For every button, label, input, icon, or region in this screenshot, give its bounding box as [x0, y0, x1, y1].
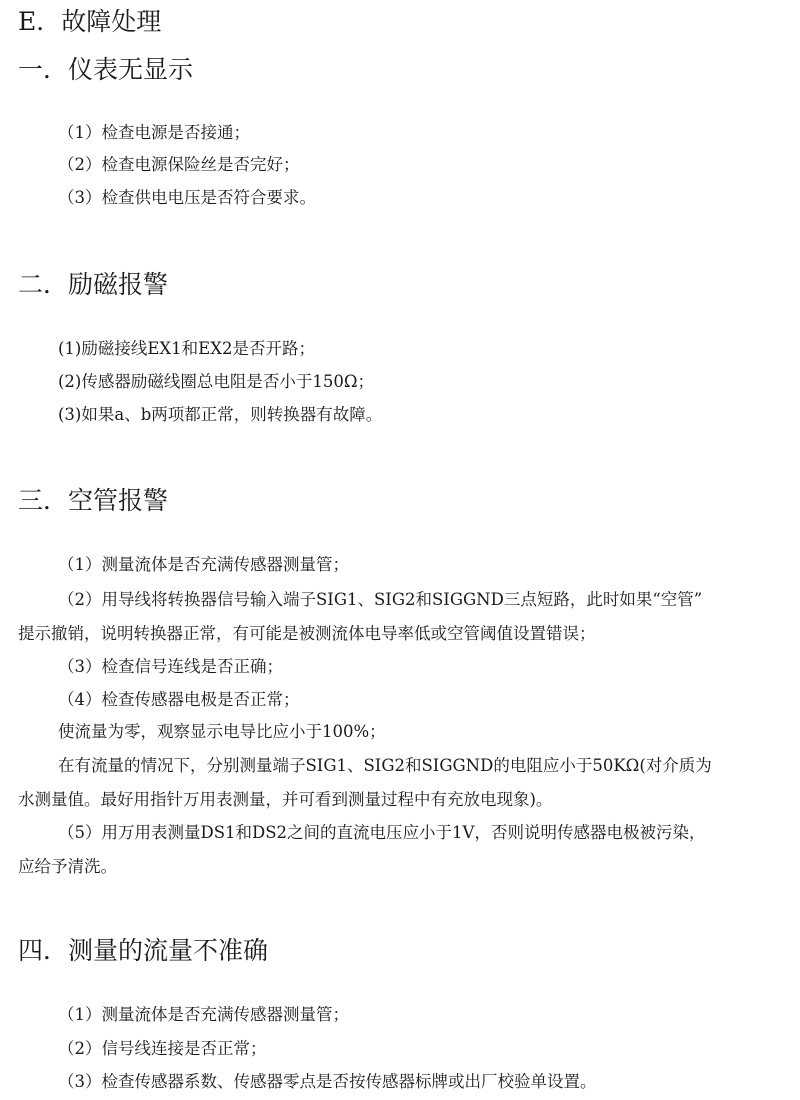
section-4-line-2: （2）信号线连接是否正常；	[58, 1039, 267, 1058]
section-1-line-1: （1）检查电源是否接通；	[58, 123, 250, 142]
section-2-line-2: (2)传感器励磁线圈总电阻是否小于150Ω；	[58, 372, 375, 391]
section-3-line-6: 使流量为零，观察显示电导比应小于100%；	[58, 722, 386, 741]
section-3-line-10: 应给予清洗。	[18, 857, 117, 876]
section-3-line-9: （5）用万用表测量DS1和DS2之间的直流电压应小于1V，否则说明传感器电极被污染，	[58, 823, 706, 842]
section-heading-4: 四．测量的流量不准确	[18, 936, 269, 965]
section-3-line-8: 水测量值。最好用指针万用表测量，并可看到测量过程中有充放电现象)。	[18, 790, 553, 809]
section-heading-3: 三．空管报警	[18, 486, 169, 515]
section-3-line-4: （3）检查信号连线是否正确；	[58, 657, 283, 676]
section-4-line-1: （1）测量流体是否充满传感器测量管；	[58, 1005, 349, 1024]
section-2-line-1: (1)励磁接线EX1和EX2是否开路；	[58, 339, 315, 358]
document-title: E．故障处理	[18, 7, 162, 36]
section-3-line-3: 提示撤销，说明转换器正常，有可能是被测流体电导率低或空管阈值设置错误；	[18, 624, 596, 643]
section-heading-1: 一．仪表无显示	[18, 55, 194, 84]
section-3-line-2: （2）用导线将转换器信号输入端子SIG1、SIG2和SIGGND三点短路，此时如果“空管”	[58, 590, 703, 609]
section-1-line-2: （2）检查电源保险丝是否完好；	[58, 155, 300, 174]
section-3-line-7: 在有流量的情况下，分别测量端子SIG1、SIG2和SIGGND的电阻应小于50KΩ(对介质为	[58, 756, 712, 775]
section-4-line-3: （3）检查传感器系数、传感器零点是否按传感器标牌或出厂校验单设置。	[58, 1072, 597, 1091]
section-3-line-1: （1）测量流体是否充满传感器测量管；	[58, 555, 349, 574]
section-1-line-3: （3）检查供电电压是否符合要求。	[58, 188, 316, 207]
section-3-line-5: （4）检查传感器电极是否正常；	[58, 690, 300, 709]
section-heading-2: 二．励磁报警	[18, 270, 169, 299]
section-2-line-3: (3)如果a、b两项都正常，则转换器有故障。	[58, 405, 383, 424]
